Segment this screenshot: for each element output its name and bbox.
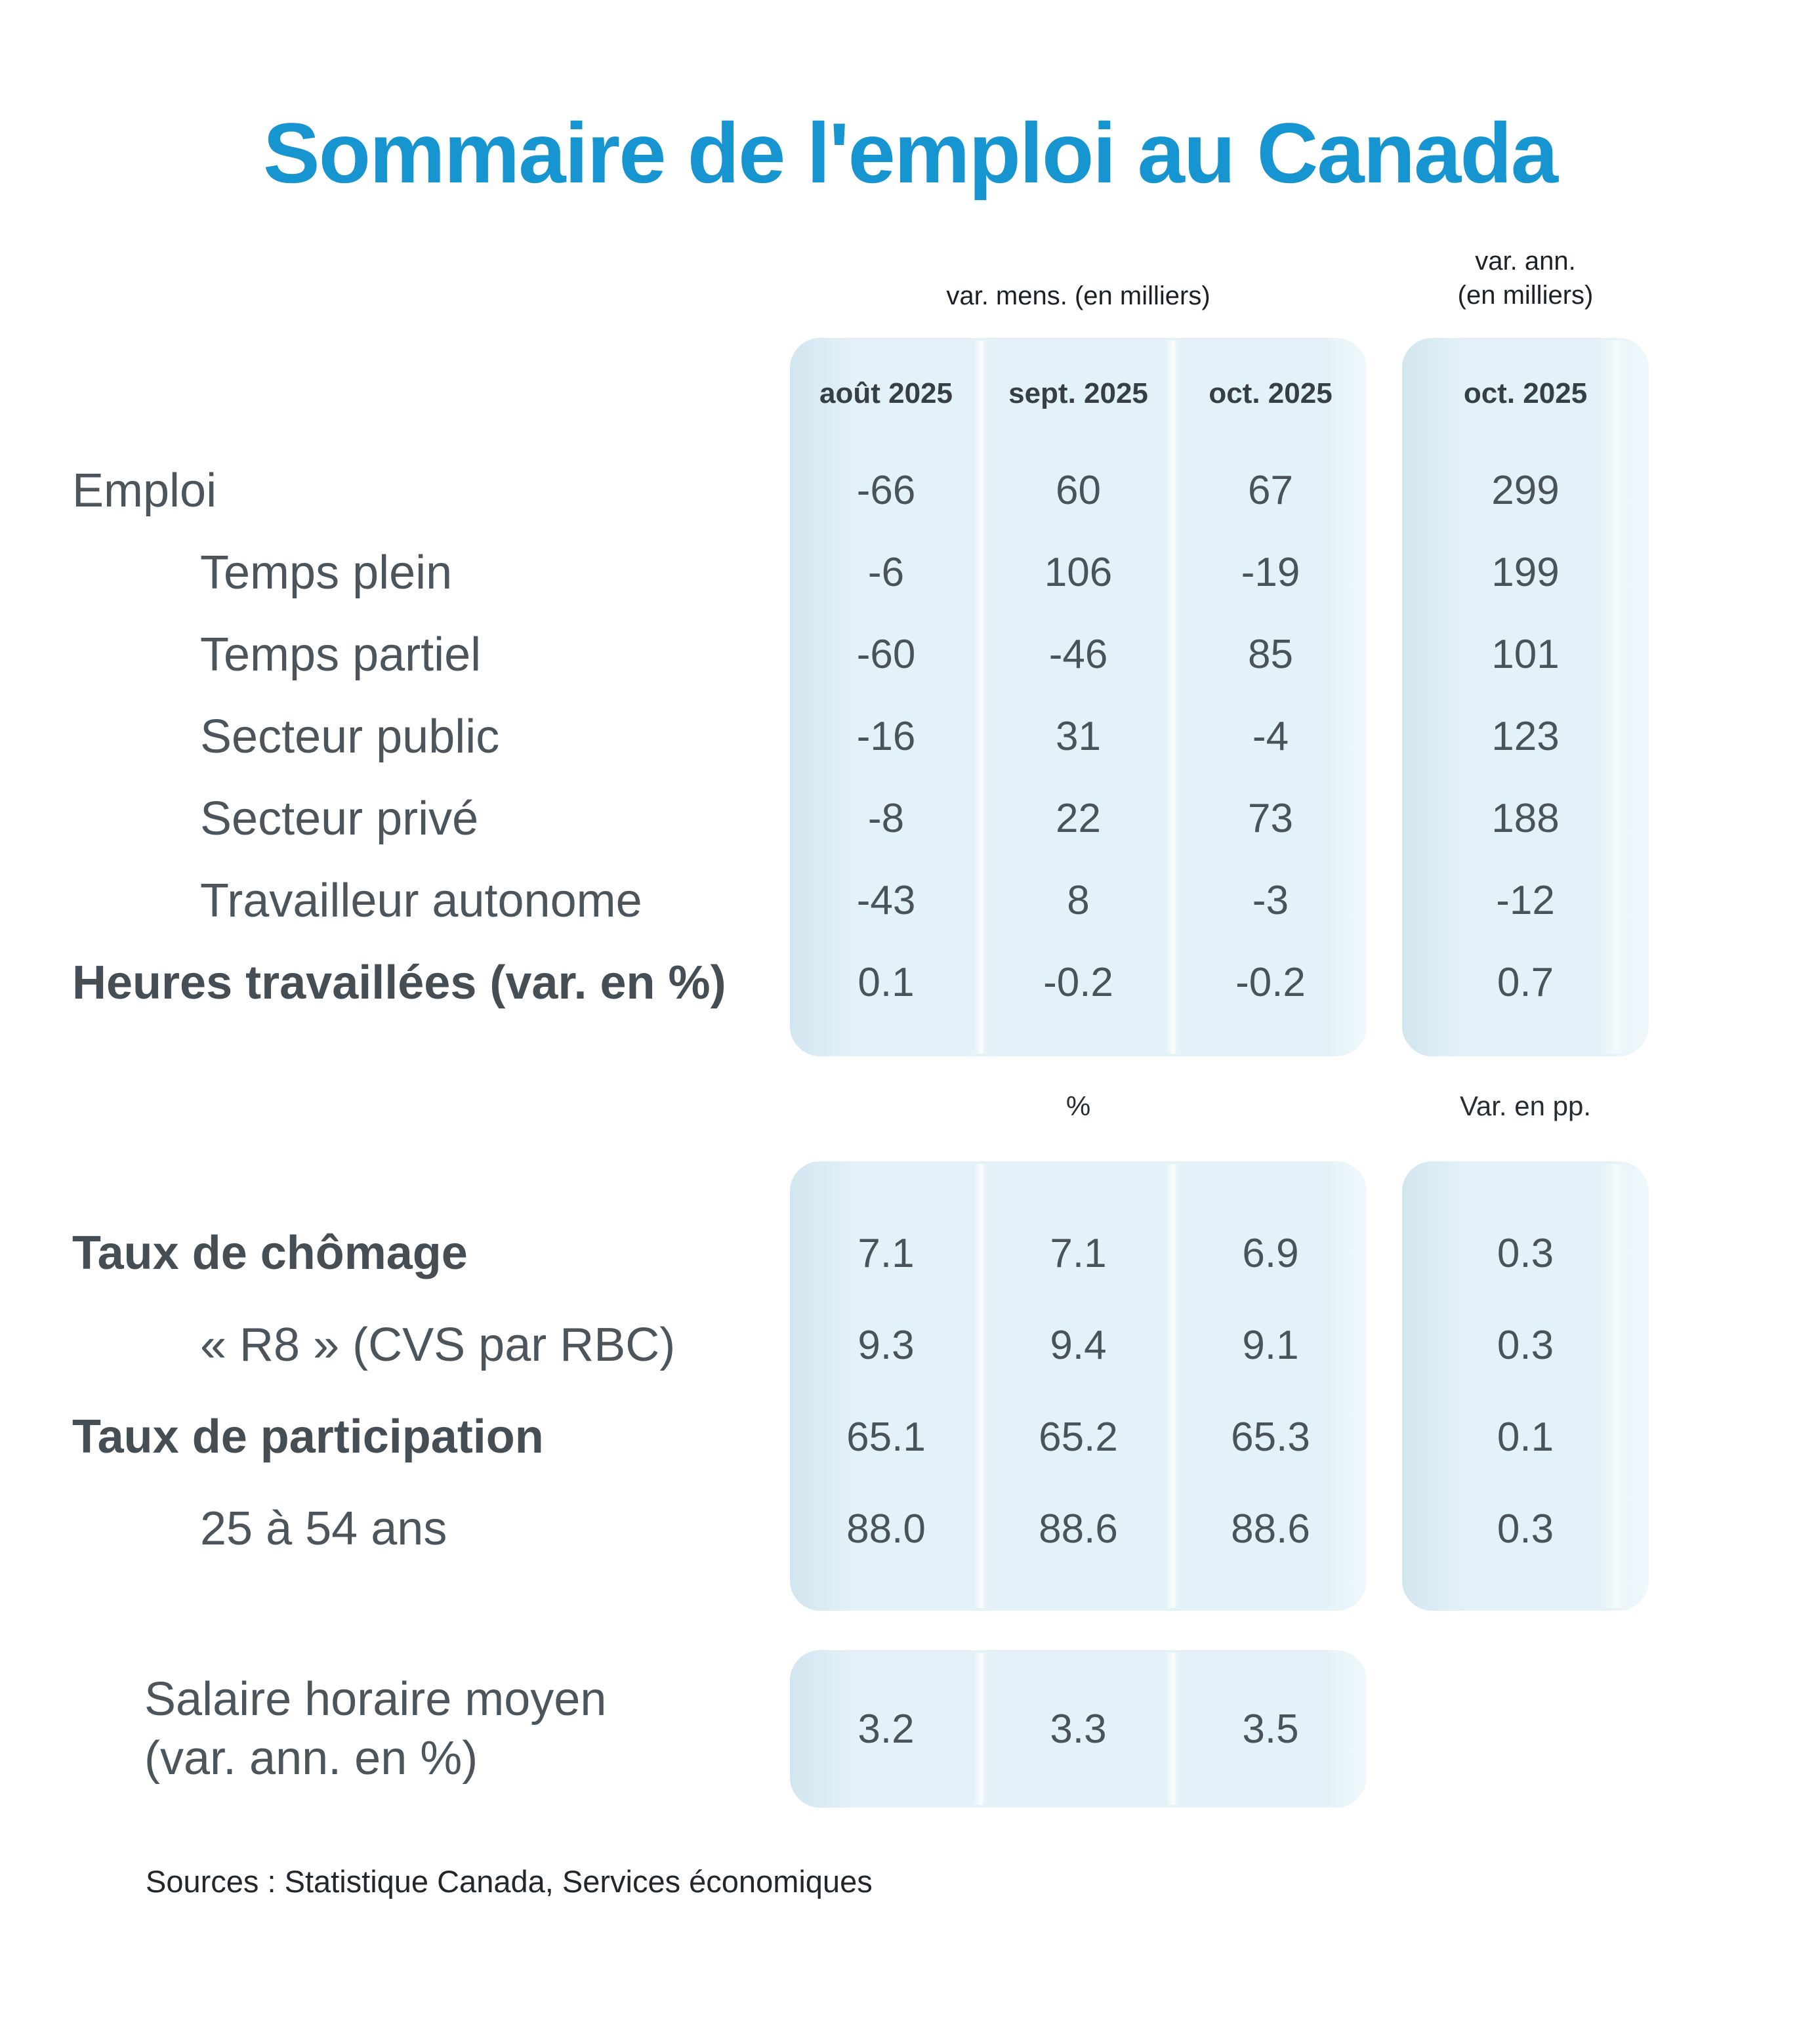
cell-value: 3.5 [1242, 1706, 1299, 1752]
page-title: Sommaire de l'emploi au Canada [262, 105, 1558, 201]
group-header-monthly: var. mens. (en milliers) [946, 281, 1210, 310]
cell-value: 9.3 [858, 1322, 915, 1368]
row-label [72, 1650, 790, 1808]
cell-value: 106 [1044, 550, 1113, 595]
cell-value: -60 [856, 632, 916, 677]
row-label: Secteur privé [200, 792, 479, 845]
group-header-annual [1402, 244, 1649, 312]
cell-value: 67 [1248, 468, 1293, 513]
cell-value-annual: 0.3 [1497, 1506, 1554, 1552]
table-row-25-54-ans [72, 1483, 1649, 1575]
cell-value: 3.2 [858, 1706, 915, 1752]
cell-value: 9.4 [1050, 1322, 1107, 1368]
cell-value: -4 [1252, 714, 1289, 759]
row-label: « R8 » (CVS par RBC) [200, 1319, 676, 1371]
row-label: Secteur public [200, 710, 500, 763]
cell-value: 85 [1248, 632, 1293, 677]
cell-value: 65.3 [1231, 1414, 1310, 1460]
cell-value: -0.2 [1235, 960, 1306, 1005]
row-label: Travailleur autonome [200, 874, 642, 927]
cell-value-annual: 101 [1491, 632, 1560, 677]
cell-value-annual: 0.3 [1497, 1230, 1554, 1276]
percent-group-header: % [1065, 1090, 1091, 1121]
table-row-salaire-horaire [72, 1650, 1649, 1808]
cell-value: 65.2 [1039, 1414, 1118, 1460]
cell-value-annual: 0.7 [1497, 960, 1554, 1005]
cell-value: -16 [856, 714, 916, 759]
row-label: 25 à 54 ans [200, 1502, 447, 1555]
cell-value: 73 [1248, 796, 1293, 841]
table-row-secteur-public [72, 695, 1649, 777]
cell-value: 88.6 [1231, 1506, 1310, 1552]
table-row-taux-participation [72, 1391, 1649, 1483]
table-row-heures-travaillees [72, 942, 1649, 1024]
row-label: Emploi [72, 464, 217, 517]
table-row-temps-partiel [72, 613, 1649, 695]
cell-value: 88.6 [1039, 1506, 1118, 1552]
cell-value-annual: 199 [1491, 550, 1560, 595]
pp-group-header: Var. en pp. [1459, 1090, 1592, 1121]
cell-value: 65.1 [846, 1414, 926, 1460]
cell-value: -3 [1252, 878, 1289, 923]
table-row-temps-plein [72, 531, 1649, 613]
source-note: Sources : Statistique Canada, Services économiques [146, 1864, 873, 1899]
cell-value: -46 [1048, 632, 1108, 677]
table-row-taux-chomage [72, 1207, 1649, 1299]
row-label: Heures travaillées (var. en %) [72, 956, 726, 1009]
table-row-travailleur-autonome [72, 860, 1649, 942]
wage-label-line2: (var. ann. en %) [144, 1732, 478, 1785]
cell-value: -66 [856, 468, 916, 513]
cell-value-annual: 0.1 [1497, 1414, 1554, 1460]
cell-value: 22 [1056, 796, 1101, 841]
table-row-r8 [72, 1299, 1649, 1391]
column-header-sep: sept. 2025 [1008, 377, 1148, 409]
cell-value: 3.3 [1050, 1706, 1107, 1752]
cell-value: 6.9 [1242, 1230, 1299, 1276]
row-label: Taux de participation [72, 1411, 544, 1463]
rates-table [72, 1207, 1649, 1575]
row-label: Taux de chômage [72, 1227, 468, 1279]
cell-value: -6 [867, 550, 905, 595]
table-header-row [72, 338, 1649, 449]
cell-value-annual: 0.3 [1497, 1322, 1554, 1368]
cell-value: 31 [1056, 714, 1101, 759]
cell-value-annual: 299 [1491, 468, 1560, 513]
cell-value: 7.1 [858, 1230, 915, 1276]
cell-value-annual: 123 [1491, 714, 1560, 759]
row-label: Temps plein [200, 546, 453, 599]
cell-value: 8 [1067, 878, 1090, 923]
table-row-secteur-prive [72, 777, 1649, 860]
table-row-emploi [72, 449, 1649, 531]
row-label: Temps partiel [200, 628, 482, 681]
column-header-oct: oct. 2025 [1209, 377, 1333, 409]
wage-label-line1: Salaire horaire moyen [144, 1673, 607, 1726]
group-header-annual-line1: var. ann. [1475, 247, 1576, 276]
cell-value: -0.2 [1043, 960, 1113, 1005]
cell-value-annual: 188 [1491, 796, 1560, 841]
cell-value: -19 [1241, 550, 1300, 595]
employment-table [72, 338, 1649, 1024]
cell-value: 7.1 [1050, 1230, 1107, 1276]
cell-value: 9.1 [1242, 1322, 1299, 1368]
wage-table [72, 1650, 1649, 1808]
group-header-annual-line2: (en milliers) [1457, 281, 1594, 310]
column-header-annual-oct: oct. 2025 [1463, 377, 1588, 409]
cell-value: -43 [856, 878, 916, 923]
cell-value: 60 [1056, 468, 1101, 513]
cell-value: 0.1 [858, 960, 915, 1005]
column-header-aug: août 2025 [819, 377, 953, 409]
cell-value: 88.0 [846, 1506, 926, 1552]
cell-value: -8 [867, 796, 905, 841]
cell-value-annual: -12 [1496, 878, 1555, 923]
